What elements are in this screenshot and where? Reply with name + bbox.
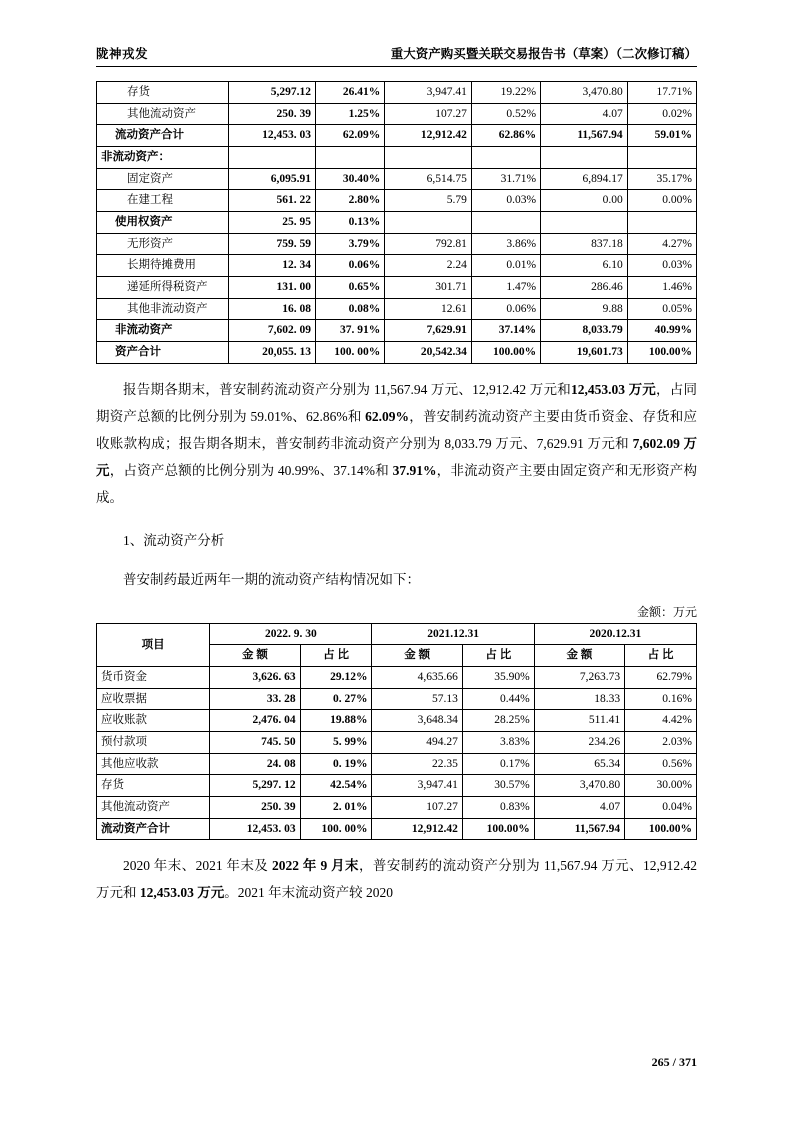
current-assets-analysis-paragraph bbox=[96, 852, 697, 906]
table-cell: 7,263.73 bbox=[534, 667, 624, 689]
table-cell: 4.07 bbox=[534, 797, 624, 819]
table-cell: 20,542.34 bbox=[385, 342, 472, 364]
table-cell: 3,626. 63 bbox=[210, 667, 300, 689]
table-cell: 0. 19% bbox=[300, 753, 372, 775]
table-cell bbox=[471, 147, 540, 169]
table-cell: 0.65% bbox=[316, 277, 385, 299]
page-content bbox=[96, 44, 697, 906]
table-cell: 19,601.73 bbox=[541, 342, 628, 364]
table-cell: 19.22% bbox=[471, 82, 540, 104]
para1-part-c: ，占同期资产总额的比例分别为 59.01%、62.86%和 bbox=[96, 381, 697, 424]
row-label: 长期待摊费用 bbox=[97, 255, 229, 277]
table-cell: 561. 22 bbox=[229, 190, 316, 212]
section-heading-current-assets: 1、流动资产分析 bbox=[123, 532, 225, 548]
table-row bbox=[97, 342, 697, 364]
column-subheader: 金 额 bbox=[210, 645, 300, 667]
table-cell: 4.42% bbox=[625, 710, 697, 732]
table-row bbox=[97, 277, 697, 299]
table-cell: 20,055. 13 bbox=[229, 342, 316, 364]
table-cell: 16. 08 bbox=[229, 298, 316, 320]
table-cell bbox=[541, 212, 628, 234]
table-cell: 0.01% bbox=[471, 255, 540, 277]
column-header-period: 2022. 9. 30 bbox=[210, 623, 372, 645]
table-cell: 18.33 bbox=[534, 688, 624, 710]
table-row bbox=[97, 732, 697, 754]
column-header-item: 项目 bbox=[97, 623, 210, 666]
table-cell: 5,297.12 bbox=[229, 82, 316, 104]
para1-part-h: 37.91% bbox=[392, 462, 437, 478]
table-cell: 35.90% bbox=[462, 667, 534, 689]
page-number: 265 / 371 bbox=[651, 1055, 697, 1069]
table-row bbox=[97, 753, 697, 775]
header-document-title: 重大资产购买暨关联交易报告书（草案）（二次修订稿） bbox=[390, 47, 697, 61]
table-cell: 100. 00% bbox=[316, 342, 385, 364]
table-cell: 1.46% bbox=[627, 277, 696, 299]
table-cell: 4,635.66 bbox=[372, 667, 462, 689]
table-cell: 0.04% bbox=[625, 797, 697, 819]
table-cell: 33. 28 bbox=[210, 688, 300, 710]
para1-part-e: ，普安制药流动资产主要由货币资金、存货和应收账款构成；报告期各期末，普安制药非流动资产分别为 8,033.79 万元、7,629.91 万元和 bbox=[96, 408, 698, 451]
table-row bbox=[97, 775, 697, 797]
para2-part-e: 。2021 年末流动资产较 2020 bbox=[224, 885, 393, 901]
table-cell: 3,470.80 bbox=[534, 775, 624, 797]
table-row bbox=[97, 818, 697, 840]
table-cell: 0.08% bbox=[316, 298, 385, 320]
table-cell: 100. 00% bbox=[300, 818, 372, 840]
row-label: 预付款项 bbox=[97, 732, 210, 754]
table-cell: 0.05% bbox=[627, 298, 696, 320]
table-cell bbox=[471, 212, 540, 234]
table-cell: 2.24 bbox=[385, 255, 472, 277]
row-label: 固定资产 bbox=[97, 168, 229, 190]
para1-part-b: 12,453.03 万元 bbox=[570, 381, 657, 397]
row-label: 资产合计 bbox=[97, 342, 229, 364]
table-cell: 6,894.17 bbox=[541, 168, 628, 190]
table-cell: 31.71% bbox=[471, 168, 540, 190]
table-cell: 0.03% bbox=[471, 190, 540, 212]
table-cell: 62.09% bbox=[316, 125, 385, 147]
table-cell: 29.12% bbox=[300, 667, 372, 689]
table-cell: 42.54% bbox=[300, 775, 372, 797]
para2-part-d: 12,453.03 万元 bbox=[139, 885, 225, 901]
table-cell: 0.17% bbox=[462, 753, 534, 775]
row-label: 其他流动资产 bbox=[97, 103, 229, 125]
row-label: 应收票据 bbox=[97, 688, 210, 710]
column-subheader: 占 比 bbox=[300, 645, 372, 667]
table-cell: 0.00% bbox=[627, 190, 696, 212]
table-cell: 35.17% bbox=[627, 168, 696, 190]
column-subheader: 占 比 bbox=[462, 645, 534, 667]
row-label: 使用权资产 bbox=[97, 212, 229, 234]
table-cell: 107.27 bbox=[372, 797, 462, 819]
table-cell: 17.71% bbox=[627, 82, 696, 104]
table-cell: 62.86% bbox=[471, 125, 540, 147]
table-cell: 0.83% bbox=[462, 797, 534, 819]
para2-part-b: 2022 年 9 月末 bbox=[272, 858, 359, 874]
table-cell: 100.00% bbox=[625, 818, 697, 840]
table-cell: 511.41 bbox=[534, 710, 624, 732]
table-cell: 4.27% bbox=[627, 233, 696, 255]
table-cell: 0.03% bbox=[627, 255, 696, 277]
table-cell: 12,912.42 bbox=[385, 125, 472, 147]
table-cell: 759. 59 bbox=[229, 233, 316, 255]
table-row bbox=[97, 125, 697, 147]
row-label: 流动资产合计 bbox=[97, 125, 229, 147]
table-cell: 30.40% bbox=[316, 168, 385, 190]
table-cell bbox=[385, 212, 472, 234]
table-row bbox=[97, 212, 697, 234]
table-cell: 3,470.80 bbox=[541, 82, 628, 104]
table-cell: 3,648.34 bbox=[372, 710, 462, 732]
table-cell: 5. 99% bbox=[300, 732, 372, 754]
asset-structure-table bbox=[96, 81, 697, 364]
table-cell: 100.00% bbox=[462, 818, 534, 840]
table-cell: 4.07 bbox=[541, 103, 628, 125]
table-cell: 12,912.42 bbox=[372, 818, 462, 840]
table-cell: 62.79% bbox=[625, 667, 697, 689]
table-cell: 0.52% bbox=[471, 103, 540, 125]
table-cell: 11,567.94 bbox=[534, 818, 624, 840]
table-cell: 494.27 bbox=[372, 732, 462, 754]
table-cell: 131. 00 bbox=[229, 277, 316, 299]
column-subheader: 金 额 bbox=[534, 645, 624, 667]
table-cell: 37.14% bbox=[471, 320, 540, 342]
column-header-period: 2021.12.31 bbox=[372, 623, 534, 645]
table-cell: 7,629.91 bbox=[385, 320, 472, 342]
column-subheader: 金 额 bbox=[372, 645, 462, 667]
table-cell: 12. 34 bbox=[229, 255, 316, 277]
table-cell: 1.47% bbox=[471, 277, 540, 299]
table-cell: 11,567.94 bbox=[541, 125, 628, 147]
current-assets-table bbox=[96, 623, 697, 841]
table-header-row bbox=[97, 623, 697, 645]
table-cell: 2.80% bbox=[316, 190, 385, 212]
table-row bbox=[97, 797, 697, 819]
row-label: 在建工程 bbox=[97, 190, 229, 212]
table-cell: 250. 39 bbox=[210, 797, 300, 819]
table-cell: 30.57% bbox=[462, 775, 534, 797]
table-row bbox=[97, 667, 697, 689]
table-cell: 0.06% bbox=[471, 298, 540, 320]
table-cell: 2,476. 04 bbox=[210, 710, 300, 732]
para1-part-d: 62.09% bbox=[365, 408, 410, 424]
table-cell bbox=[229, 147, 316, 169]
table-cell: 26.41% bbox=[316, 82, 385, 104]
table-cell: 12.61 bbox=[385, 298, 472, 320]
table-cell: 30.00% bbox=[625, 775, 697, 797]
table-cell: 22.35 bbox=[372, 753, 462, 775]
table-cell: 3.83% bbox=[462, 732, 534, 754]
table-cell: 12,453. 03 bbox=[210, 818, 300, 840]
para2-part-c: ，普安制药的流动资产分别为 11,567.94 万元、12,912.42 万元和 bbox=[96, 858, 698, 901]
table-cell: 3.79% bbox=[316, 233, 385, 255]
row-label: 其他应收款 bbox=[97, 753, 210, 775]
table-row bbox=[97, 298, 697, 320]
row-label: 非流动资产 bbox=[97, 320, 229, 342]
row-label: 无形资产 bbox=[97, 233, 229, 255]
table-cell: 12,453. 03 bbox=[229, 125, 316, 147]
page-header bbox=[96, 44, 697, 66]
table-cell: 40.99% bbox=[627, 320, 696, 342]
table-cell: 0.13% bbox=[316, 212, 385, 234]
unit-label: 金额：万元 bbox=[636, 604, 697, 619]
table-cell bbox=[541, 147, 628, 169]
table-row bbox=[97, 190, 697, 212]
table-cell: 0.02% bbox=[627, 103, 696, 125]
asset-analysis-paragraph bbox=[96, 376, 697, 511]
row-label: 应收账款 bbox=[97, 710, 210, 732]
para1-part-g: ，占资产总额的比例分别为 40.99%、37.14%和 bbox=[109, 462, 393, 478]
table-cell: 9.88 bbox=[541, 298, 628, 320]
table-row bbox=[97, 710, 697, 732]
table-cell: 0.44% bbox=[462, 688, 534, 710]
header-company-name: 陇神戎发 bbox=[96, 47, 149, 61]
table-cell: 1.25% bbox=[316, 103, 385, 125]
table-row bbox=[97, 103, 697, 125]
table-cell: 65.34 bbox=[534, 753, 624, 775]
table-cell: 5,297. 12 bbox=[210, 775, 300, 797]
para1-part-a: 报告期各期末，普安制药流动资产分别为 11,567.94 万元、12,912.42 万元和 bbox=[123, 381, 571, 397]
column-header-period: 2020.12.31 bbox=[534, 623, 696, 645]
table-row bbox=[97, 168, 697, 190]
table-cell: 745. 50 bbox=[210, 732, 300, 754]
table-cell: 2.03% bbox=[625, 732, 697, 754]
table-cell: 24. 08 bbox=[210, 753, 300, 775]
row-label: 非流动资产： bbox=[97, 147, 229, 169]
table-cell: 7,602. 09 bbox=[229, 320, 316, 342]
table-row bbox=[97, 688, 697, 710]
table-row bbox=[97, 320, 697, 342]
header-divider bbox=[96, 66, 697, 67]
row-label: 其他流动资产 bbox=[97, 797, 210, 819]
table-cell: 0.56% bbox=[625, 753, 697, 775]
table-cell: 5.79 bbox=[385, 190, 472, 212]
table-cell: 8,033.79 bbox=[541, 320, 628, 342]
para1-part-f: 7,602.09 万元 bbox=[96, 435, 698, 478]
table-cell: 25. 95 bbox=[229, 212, 316, 234]
current-assets-lead-text: 普安制药最近两年一期的流动资产结构情况如下： bbox=[123, 571, 420, 587]
table-cell: 6,095.91 bbox=[229, 168, 316, 190]
table-cell: 107.27 bbox=[385, 103, 472, 125]
table-cell: 792.81 bbox=[385, 233, 472, 255]
table-cell: 2. 01% bbox=[300, 797, 372, 819]
table-cell: 37. 91% bbox=[316, 320, 385, 342]
para2-part-a: 2020 年末、2021 年末及 bbox=[123, 858, 273, 874]
table-cell: 57.13 bbox=[372, 688, 462, 710]
table-cell: 234.26 bbox=[534, 732, 624, 754]
table-cell: 0. 27% bbox=[300, 688, 372, 710]
table-cell: 837.18 bbox=[541, 233, 628, 255]
table-cell: 6,514.75 bbox=[385, 168, 472, 190]
table-cell: 301.71 bbox=[385, 277, 472, 299]
row-label: 存货 bbox=[97, 82, 229, 104]
table-cell: 3,947.41 bbox=[385, 82, 472, 104]
table-cell: 19.88% bbox=[300, 710, 372, 732]
table-cell: 0.06% bbox=[316, 255, 385, 277]
table-cell: 3,947.41 bbox=[372, 775, 462, 797]
table-cell: 0.00 bbox=[541, 190, 628, 212]
row-label: 其他非流动资产 bbox=[97, 298, 229, 320]
table-cell: 3.86% bbox=[471, 233, 540, 255]
table-cell bbox=[627, 147, 696, 169]
table-cell: 100.00% bbox=[627, 342, 696, 364]
table-cell bbox=[316, 147, 385, 169]
table-cell: 59.01% bbox=[627, 125, 696, 147]
table-cell: 100.00% bbox=[471, 342, 540, 364]
table-row bbox=[97, 82, 697, 104]
para1-part-i: ，非流动资产主要由固定资产和无形资产构成。 bbox=[96, 462, 697, 505]
column-subheader: 占 比 bbox=[625, 645, 697, 667]
table-row bbox=[97, 233, 697, 255]
row-label: 存货 bbox=[97, 775, 210, 797]
table-cell bbox=[385, 147, 472, 169]
table-cell bbox=[627, 212, 696, 234]
table-cell: 250. 39 bbox=[229, 103, 316, 125]
row-label: 递延所得税资产 bbox=[97, 277, 229, 299]
table-cell: 0.16% bbox=[625, 688, 697, 710]
table-cell: 286.46 bbox=[541, 277, 628, 299]
table-cell: 28.25% bbox=[462, 710, 534, 732]
table-row bbox=[97, 147, 697, 169]
row-label: 货币资金 bbox=[97, 667, 210, 689]
row-label: 流动资产合计 bbox=[97, 818, 210, 840]
table-cell: 6.10 bbox=[541, 255, 628, 277]
table-row bbox=[97, 255, 697, 277]
